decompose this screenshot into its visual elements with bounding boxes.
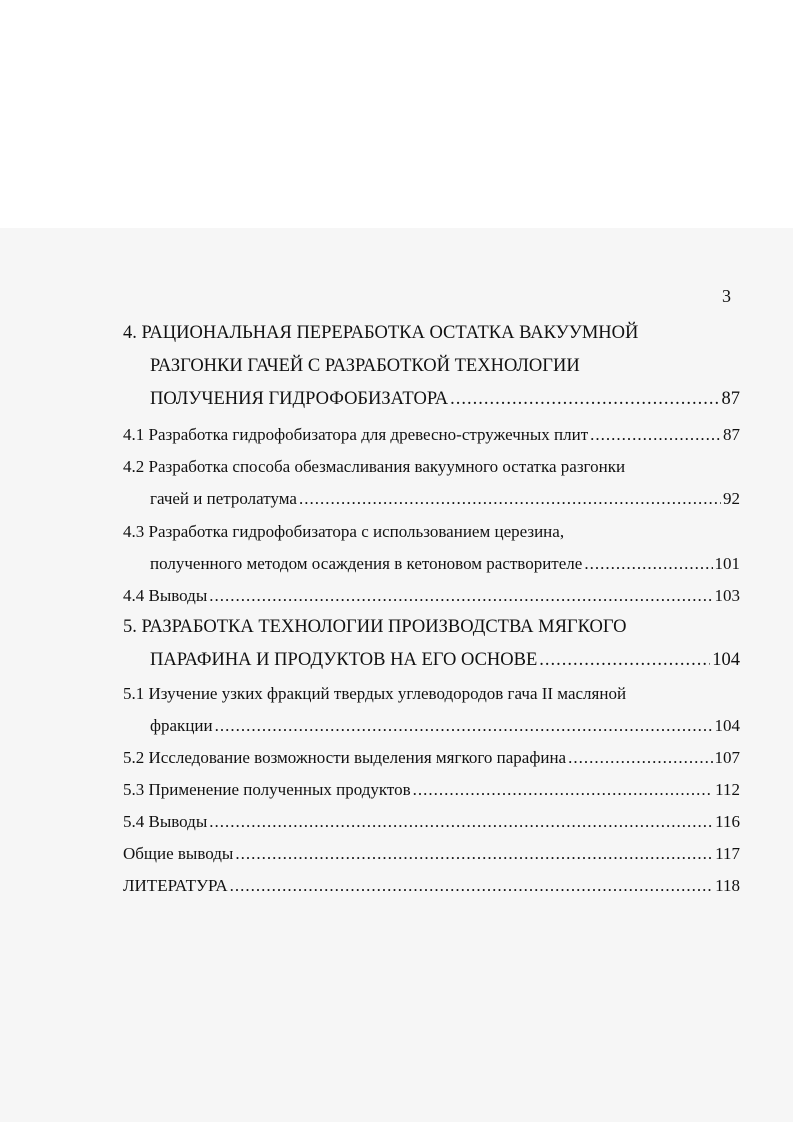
- toc-page-number: 92: [723, 489, 740, 508]
- leader-dots: [209, 811, 713, 833]
- toc-page-number: 117: [715, 844, 740, 863]
- toc-entry-conclusions[interactable]: [123, 843, 740, 865]
- toc-chapter-5-title-line-2: ПАРАФИНА И ПРОДУКТОВ НА ЕГО ОСНОВЕ: [150, 650, 538, 670]
- toc-page-number: 87: [721, 389, 740, 409]
- toc-entry-label: ЛИТЕРАТУРА: [123, 876, 228, 895]
- page-number: 3: [722, 286, 731, 306]
- toc-entry-chapter-4[interactable]: [150, 388, 740, 410]
- toc-entry-literature[interactable]: [123, 875, 740, 897]
- toc-page-number: 112: [715, 780, 740, 799]
- toc-chapter-4-title-line-1: 4. РАЦИОНАЛЬНАЯ ПЕРЕРАБОТКА ОСТАТКА ВАКУУМНОЙ: [123, 323, 639, 343]
- toc-entry-5-1[interactable]: [150, 715, 740, 737]
- leader-dots: [450, 388, 719, 410]
- toc-page-number: 104: [712, 650, 740, 670]
- toc-chapter-4-title-line-3: ПОЛУЧЕНИЯ ГИДРОФОБИЗАТОРА: [150, 389, 449, 409]
- toc-entry-label: 5.3 Применение полученных продуктов: [123, 780, 411, 799]
- toc-page-number: 103: [714, 586, 740, 605]
- toc-entry-5-3[interactable]: [123, 779, 740, 801]
- toc-page-number: 104: [714, 716, 740, 735]
- toc-chapter-5-title-line-1: 5. РАЗРАБОТКА ТЕХНОЛОГИИ ПРОИЗВОДСТВА МЯГКОГО: [123, 617, 627, 637]
- leader-dots: [235, 843, 713, 865]
- toc-entry-label: гачей и петролатума: [150, 489, 297, 508]
- toc-entry-4-3[interactable]: [150, 553, 740, 575]
- toc-page-number: 116: [715, 812, 740, 831]
- toc-chapter-4-title-line-2: РАЗГОНКИ ГАЧЕЙ С РАЗРАБОТКОЙ ТЕХНОЛОГИИ: [150, 356, 580, 376]
- leader-dots: [230, 875, 714, 897]
- toc-entry-5-2[interactable]: [123, 747, 740, 769]
- toc-page-number: 87: [723, 425, 740, 444]
- toc-entry-5-1-line-1: 5.1 Изучение узких фракций твердых углеводородов гача II масляной: [123, 684, 627, 703]
- leader-dots: [590, 424, 721, 446]
- toc-entry-5-4[interactable]: [123, 811, 740, 833]
- toc-entry-label: 4.4 Выводы: [123, 586, 208, 605]
- leader-dots: [568, 747, 712, 769]
- toc-entry-label: 5.4 Выводы: [123, 812, 208, 831]
- toc-entry-chapter-5[interactable]: [150, 649, 740, 671]
- toc-entry-label: фракции: [150, 716, 213, 735]
- toc-page-number: 118: [715, 876, 740, 895]
- toc-page-number: 107: [714, 748, 740, 767]
- toc-entry-4-3-line-1: 4.3 Разработка гидрофобизатора с использованием церезина,: [123, 522, 565, 541]
- leader-dots: [539, 649, 710, 671]
- leader-dots: [209, 585, 712, 607]
- toc-entry-label: Общие выводы: [123, 844, 234, 863]
- toc-page-number: 101: [714, 554, 740, 573]
- toc-entry-4-2-line-1: 4.2 Разработка способа обезмасливания вакуумного остатка разгонки: [123, 457, 626, 476]
- leader-dots: [584, 553, 712, 575]
- leader-dots: [413, 779, 713, 801]
- toc-entry-label: 5.2 Исследование возможности выделения мягкого парафина: [123, 748, 567, 767]
- toc-entry-4-4[interactable]: [123, 585, 740, 607]
- toc-entry-label: полученного методом осаждения в кетоновом растворителе: [150, 554, 583, 573]
- toc-entry-4-2[interactable]: [150, 488, 740, 510]
- toc-entry-4-1[interactable]: [123, 424, 740, 446]
- leader-dots: [215, 715, 713, 737]
- toc-entry-label: 4.1 Разработка гидрофобизатора для древесно-стружечных плит: [123, 425, 589, 444]
- leader-dots: [299, 488, 721, 510]
